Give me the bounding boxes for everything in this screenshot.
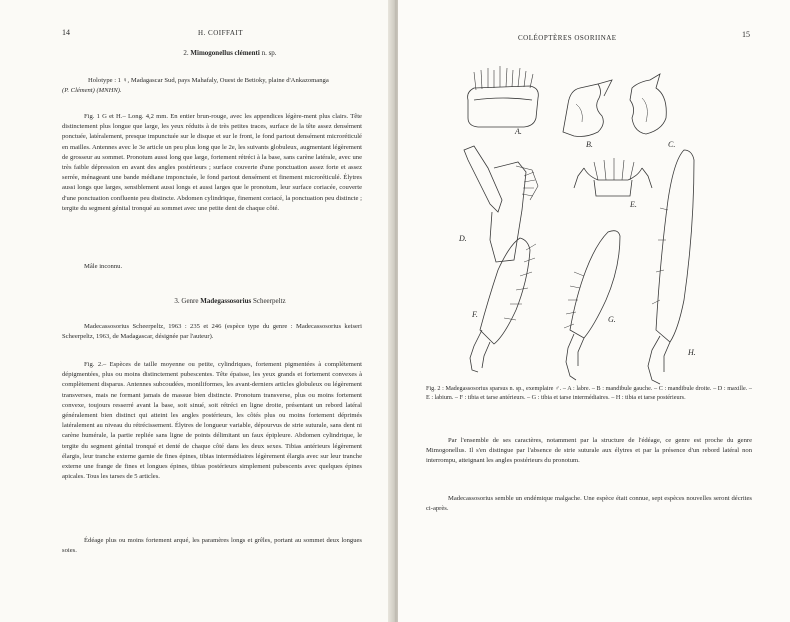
figure-2-illustrations [398, 0, 790, 390]
figure-label-f: F. [472, 310, 478, 319]
maxilla-drawing [464, 146, 538, 262]
species-description: Fig. 1 G et H.– Long. 4,2 mm. En entier brun-rouge, avec les appendices légère-ment plus clairs. Tête distinctement plus longue que large, les yeux réduits à de très petites traces, surface de la tête assez densément ponctuée, latéralement, presque impunctuée sur le disque et sur le front, le fond partout densément microréticulé en mailles. Antennes avec le 3e article un peu plus long que le 2e, les suivants globuleux, augmentant légèrement de grosseur au sommet. Pronotum aussi long que large, fortement rétréci à la base, sans carène latérale, avec une très faible dépression en avant des angles postérieurs ; surface couverte d'une ponctuation assez forte et assez serrée, ménageant une bande médiane imponctuée, le fond partout densément et finement microréticulé. Élytres aussi longs que larges, sensiblement aussi longs et aussi larges que le pronotum, leur surface coriacée, couverte d'une ponctuation confluente peu distincte. Abdomen cylindrique, finement coriacé, la ponctuation peu distincte ; tergite du segment génital tronqué au sommet avec une petite dent de chaque côté. [62, 113, 362, 212]
male-unknown: Mâle inconnu. [84, 263, 123, 270]
figure-label-h: H. [688, 348, 696, 357]
left-mandible-drawing [563, 80, 612, 137]
right-mandible-drawing [630, 74, 666, 134]
figure-label-c: C. [668, 140, 676, 149]
species-heading: 2. Mimogonellus clémenti n. sp. [183, 49, 277, 57]
genus-description: Fig. 2.– Espèces de taille moyenne ou petite, cylindriques, fortement pigmentées à complètement dépigmentées, plus ou moins distinctement pubescentes. Tête épaisse, les yeux grands et fortement convexes à complètement disparus. Antennes subcoudées, moniliformes, les avant-derniers articles globuleux ou légèrement transverses, mais ne formant jamais de massue bien distincte. Pronotum transverse, plus ou moins fortement convexe, toujours resserré avant la base, soit sinué, soit rétréci en ligne droite, présentant un rebord latéral généralement bien distinct qui atteint les angles postérieurs, les côtés plus ou moins fortement déprimés latéralement au niveau du rétrécissement. Élytres de longueur variable, dépourvus de strie suturale, sans dent ni carène humérale, la partie repliée sans ligne de points délimitant un faux épipleure. Abdomen cylindrique, le tergite du segment génital tronqué et denté de chaque côté dans les deux sexes. Tibias antérieurs légèrement élargis, leur tranche externe garnie de fines épines, tibias intermédiaires légèrement élargis avec sur leur tranche externe une frange de fines et longues épines, tibias postérieurs simplement pubescents avec quelques épines apicales. Tous les tarses de 5 articles. [62, 361, 362, 481]
left-running-head: H. COIFFAIT [198, 29, 244, 37]
edeage-paragraph: Édéage plus ou moins fortement arqué, les paramères longs et grêles, portant au sommet deux longues soies. [62, 537, 362, 555]
figure-label-a: A. [515, 127, 522, 136]
endemic-paragraph: Madecassosorius semble un endémique malgache. Une espèce était connue, sept espèces nouvelles seront décrites ci-après. [426, 495, 752, 513]
left-page [0, 0, 392, 622]
right-page-number: 15 [742, 30, 750, 39]
labium-drawing [574, 158, 652, 196]
figure-label-e: E. [630, 200, 637, 209]
labrum-drawing [468, 66, 539, 127]
figure-label-d: D. [459, 234, 467, 243]
holotype-line-1: Holotype : 1 ♀, Madagascar Sud, pays Mahafaly, Ouest de Betioky, plaine d'Ankazomanga [88, 77, 329, 84]
figure-caption: Fig. 2 : Madegassosorius sparsus n. sp., exemplaire ♂. – A : labre. – B : mandibule gauche. – C : mandibule droite. – D : maxille. – E : labium. – F : tibia et tarse antérieurs. – G : tibia et tarse intermédiaires. – H : tibia et tarse postérieurs. [426, 385, 752, 401]
figure-label-b: B. [586, 140, 593, 149]
intermediate-tibia-drawing [564, 231, 620, 380]
holotype-line-2: (P. Clément) (MNHN). [62, 87, 122, 94]
figure-label-g: G. [608, 315, 616, 324]
affinity-paragraph: Par l'ensemble de ses caractères, notamment par la structure de l'édéage, ce genre est proche du genre Mimogonellus. Il s'en distingue par l'absence de strie suturale aux élytres et par la présence d'un rebord latéral non interrompu, atteignant les angles postérieurs du pronotum. [426, 437, 752, 465]
right-running-head: COLÉOPTÈRES OSORIINAE [518, 34, 617, 42]
left-page-number: 14 [62, 28, 70, 37]
anterior-tibia-drawing [470, 238, 536, 372]
genus-reference: Madecassosorius Scheerpeltz, 1963 : 235 et 246 (espèce type du genre : Madecassosorius keiseri Scheerpeltz, 1963, de Madagascar, désignée par l'auteur). [62, 323, 362, 341]
genus-heading: 3. Genre Madegassosorius Scheerpeltz [174, 297, 286, 305]
right-page [398, 0, 790, 622]
